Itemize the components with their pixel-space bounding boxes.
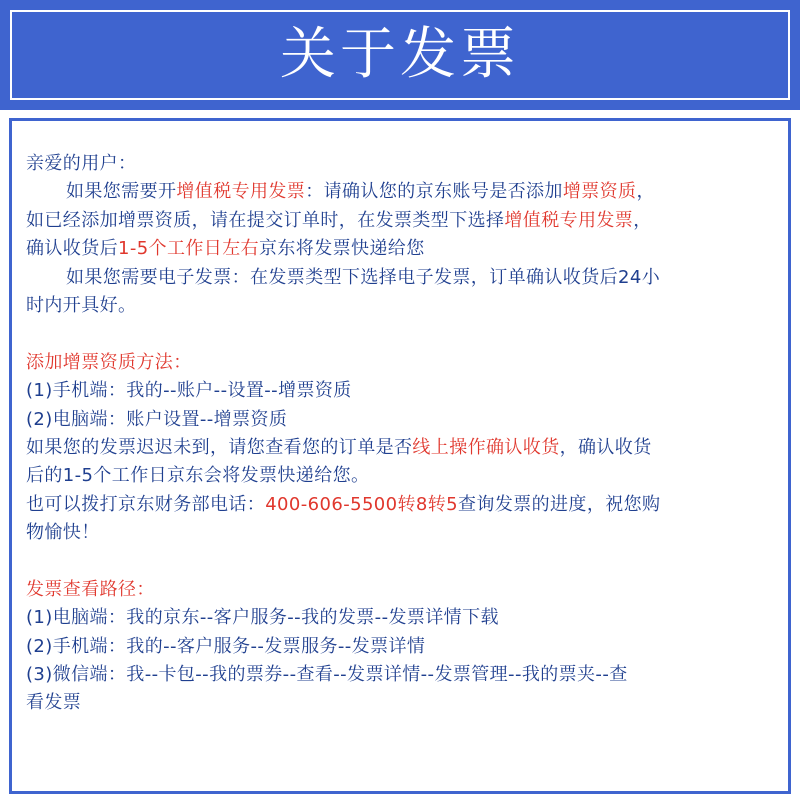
text: ， (633, 209, 652, 231)
list-item (26, 604, 776, 632)
list-item (26, 377, 776, 405)
highlight-text: 线上操作确认收货 (412, 436, 560, 458)
highlight-text: 1-5个工作日左右 (118, 238, 259, 260)
text: (1)手机端：我的--账户--设置--增票资质 (26, 380, 352, 402)
text: 京东将发票快递给您 (259, 238, 425, 260)
section-heading (26, 576, 776, 604)
text: 如果您需要开 (66, 181, 177, 203)
paragraph-line (26, 207, 776, 235)
heading-text: 添加增票资质方法： (26, 351, 192, 373)
text: ， (636, 181, 655, 203)
highlight-text: 增值税专用发票 (176, 181, 306, 203)
text: ：请确认您的京东账号是否添加 (305, 181, 563, 203)
paragraph-line (26, 434, 776, 462)
list-item (26, 661, 776, 689)
paragraph-line (26, 178, 776, 206)
text: 如已经添加增票资质，请在提交订单时，在发票类型下选择 (26, 209, 505, 231)
text: (2)手机端：我的--客户服务--发票服务--发票详情 (26, 635, 426, 657)
text: 如果您的发票迟迟未到，请您查看您的订单是否 (26, 436, 413, 458)
spacer (26, 547, 776, 575)
highlight-text: 增票资质 (562, 181, 637, 203)
spacer (26, 320, 776, 348)
greeting: 亲爱的用户： (26, 153, 137, 174)
heading-text: 发票查看路径： (26, 578, 155, 600)
phone-number: 400-606-5500转8转5 (265, 493, 459, 515)
text: ，确认收货 (559, 436, 652, 458)
highlight-text: 增值税专用发票 (504, 209, 634, 231)
text: 物愉快！ (26, 522, 100, 544)
text: (3)微信端：我--卡包--我的票券--查看--发票详情--发票管理--我的票夹--查 (26, 664, 628, 686)
paragraph-line (26, 462, 776, 490)
page-title: 关于发票 (280, 22, 520, 87)
paragraph-line (26, 292, 776, 320)
invoice-info-content (26, 150, 776, 718)
text: 时内开具好。 (26, 294, 137, 316)
section-heading (26, 349, 776, 377)
text: 看发票 (26, 692, 82, 714)
list-item (26, 406, 776, 434)
text: (2)电脑端：账户设置--增票资质 (26, 408, 288, 430)
paragraph-line (26, 235, 776, 263)
text: (1)电脑端：我的京东--客户服务--我的发票--发票详情下载 (26, 607, 499, 629)
text: 如果您需要电子发票：在发票类型下选择电子发票，订单确认收货后24小 (66, 266, 661, 288)
text: 确认收货后 (26, 238, 118, 260)
text: 查询发票的进度，祝您购 (458, 493, 661, 515)
paragraph-line (26, 519, 776, 547)
list-item (26, 633, 776, 661)
list-item (26, 689, 776, 717)
greeting-line (26, 150, 776, 178)
paragraph-line (26, 491, 776, 519)
text: 后的1-5个工作日京东会将发票快递给您。 (26, 465, 370, 487)
paragraph-line (26, 264, 776, 292)
header-banner (0, 0, 800, 110)
text: 也可以拨打京东财务部电话： (26, 493, 266, 515)
